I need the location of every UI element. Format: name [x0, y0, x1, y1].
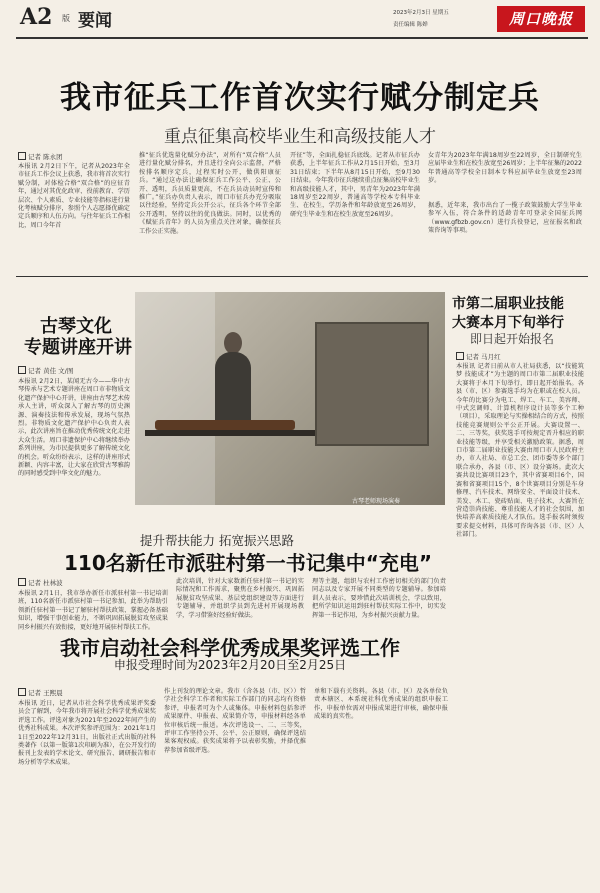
- byline-text: 记者 王熙晨: [28, 689, 63, 697]
- reporter-icon: [18, 688, 26, 696]
- guqin-body: 本报讯 2月2日，某闻无古今——华中古琴传承与艺术专题讲座在周口市非物质文化遗产保护中心开讲，讲座由古琴艺术传承人主讲，听众深入了解古琴的历史渊源、演奏技法和传承发展，现场气氛热烈。非物质文化遗产保护中心负责人表示，此次讲座旨在推动优秀传统文化走进大众生活。周口非遗保护中心将继续举办系列讲座，为市民提供更多了解传统文化的机会。听众纷纷表示，这样的讲座形式新颖、内容丰富，让大家在欣赏古琴雅韵的同时感受到中华文化的魅力。: [18, 378, 130, 478]
- newspaper-logo: 周口晚报: [497, 6, 585, 32]
- article2-col2: 此次培训，针对大家数新任驻村第一书记的实际情况和工作需求，聚焦在乡村振兴、巩固拓展脱贫攻坚成果、基层党组织建设等方面进行专题辅导，并组织学员到先进村开展现场教学，学习借鉴好经验好做法。: [176, 578, 304, 619]
- headline-skill-line3: 即日起开始报名: [470, 332, 555, 346]
- subheadline-social-science: 申报受理时间为2023年2月20日至2月25日: [113, 658, 347, 672]
- section-rule-1: [16, 276, 588, 277]
- byline-first-secretary: [18, 578, 63, 587]
- reporter-icon: [18, 366, 26, 374]
- guqin-photo-caption: 古琴老师现场演奏: [352, 498, 401, 505]
- article2-col3: 理等主题，组织与农村工作密切相关的部门负责同志以及专家开展不同类型的专题辅导。参加培训人员表示，要珍惜此次培训机会，学以致用，把所学知识运用到驻村帮扶实际工作中，切实发挥第一书记作用，为乡村振兴贡献力量。: [312, 578, 446, 619]
- byline-text: 记者 黄佳 文/图: [28, 367, 74, 375]
- page-code: A2: [20, 4, 53, 30]
- article2-col1: 本报讯 2月1日，我市举办新任市派驻村第一书记培训班，110名新任市派驻村第一书记参加，此举为帮助引领新任驻村第一书记了解驻村帮扶政策、掌握必备基础知识，增强干事创业能力，不断巩固拓展脱贫攻坚成果同乡村振兴有效衔接，更好地开展驻村帮扶工作。: [18, 590, 168, 631]
- kicker-first-secretary: 提升帮扶能力 拓宽振兴思路: [140, 533, 294, 548]
- date-line: 2023年2月3日 星期五: [393, 10, 449, 16]
- headline-first-secretary: 110名新任市派驻村第一书记集中“充电”: [64, 551, 433, 575]
- headline-guqin-line2: 专题讲座开讲: [24, 337, 132, 358]
- article1-col2: 推“征兵优选量化赋分办法”，对所有“双合格”人员进行量化赋分排名，并且进行全向公示监督，严格按排名顺序定兵，过程实时公开，做供阳康征兵。“通过这办法让确保征兵工作公平、公正、公开、透明，兵员质量更高，不在兵员动员时宣传和推广。”征兵办负责人表示，周口市征兵办充分吸取以往经验，坚持定兵公开公示，征兵各个环节全部公开透明，坚持以往的优良做法。同时，以优秀的《赋征兵青年》的人员为重点关注对象，确保征兵工作公正实施。: [139, 152, 281, 235]
- byline-text: 记者 陈永团: [28, 153, 63, 161]
- headline-social-science: 我市启动社会科学优秀成果奖评选工作: [60, 636, 400, 660]
- headline-conscription: 我市征兵工作首次实行赋分制定兵: [60, 80, 540, 116]
- reporter-icon: [456, 352, 464, 360]
- headline-skill-line2: 大赛本月下旬举行: [452, 315, 564, 331]
- byline-text: 记者 杜林波: [28, 579, 63, 587]
- guqin-photo: [135, 292, 445, 505]
- byline-guqin: [18, 366, 73, 375]
- article3-col3: 单和下载有关资料。各县（市、区）及各单位负责本辖区、本系统社科优秀成果的组织申报工作，申报单位需对申报成果进行审核，确保申报成果的真实性。: [314, 688, 448, 721]
- headline-skill-line1: 市第二届职业技能: [452, 296, 564, 312]
- article1-col3: 开征”等，全面扎稳征兵底线。记者从市征兵办获悉，上半年征兵工作从2月15日开始，至3月31日结束；下半年从8月15日开始，至9月30日结束。今年我市征兵继续重点征集高校毕业生和高级技能人才，其中，男青年为2023年年满18周岁至22周岁，普通高等学校本专科毕业生、在校生，学历条件和年龄放宽至26周岁，研究生毕业生和在校生放宽至26周岁。: [290, 152, 420, 218]
- article1-col1: 本报讯 2月2日下午，记者从2023年全市征兵工作会议上获悉，我市将首次实行赋分制，对体检合格“双合格”的应征青年，通过对其优化政审、役前教育、学历层次、个人素质、专业技能等指标进行量化考核赋分排序，参照个人志愿择优确定定兵顺序和人伍方向。与往年征兵工作相比，周口今年首: [18, 163, 130, 229]
- editor-line: 责任编辑 陈婵: [393, 22, 428, 28]
- byline-text: 记者 马月红: [466, 353, 501, 361]
- reporter-icon: [18, 578, 26, 586]
- reporter-icon: [18, 152, 26, 160]
- byline-social-science: [18, 688, 63, 697]
- article3-col1: 本报讯 近日，记者从市社会科学优秀成果评奖委员会了解到，今年我市将开展社会科学优秀成果奖评选工作。评选对象为2021年至2022年间产生的优秀社科成果。本次评奖参评范围为：2021年1月1日至2022年12月31日，出版社正式出版的社科类著作（以第一版第1次印刷为准），在公开发行的报刊上发表的学术论文、研究报告、调研报告和市场分析等学术成果。: [18, 700, 156, 766]
- article1-col4b: 据悉，近年来，我市出台了一揽子政策鼓励大学生毕业参军入伍，符合条件的适龄青年可登录全国征兵网（www.gfbzb.gov.cn）进行兵役登记，应征报名和政策咨询等事项。: [428, 202, 582, 235]
- edition-suffix: 版: [62, 14, 70, 23]
- section-title: 要闻: [78, 11, 112, 31]
- masthead-rule: [16, 37, 588, 39]
- byline-conscription: [18, 152, 63, 161]
- subheadline-conscription: 重点征集高校毕业生和高级技能人才: [164, 127, 436, 147]
- headline-guqin-line1: 古琴文化: [40, 316, 112, 337]
- article1-col4a: 女青年为2023年年满18周岁至22周岁，全日制研究生应届毕业生和在校生放宽至26周岁；上半年征集的2022年普通高等学校全日制本专科应届毕业生放宽至23周岁。: [428, 152, 582, 185]
- byline-skill: [456, 352, 501, 361]
- skill-body: 本报讯 记者日前从市人社局获悉，以“技能筑梦 技能成才”为主题的周口市第二届职业技能大赛将于本月下旬举行，即日起开始报名。各县（市、区）参赛选手均为在职或在校人员。今年的比赛分为电工、焊工、车工、美容师、中式烹调师、计算机程序设计员等多个工种（项目），采取理论与实操相结合的方式，按照技能竞赛规则公平公正开展。大赛设置一、二、三等奖，获奖选手可按规定晋升相应的职业技能等级，并享受相关激励政策。据悉，周口市第二届职业技能大赛由周口市人民政府主办，市人社局、市总工会、团市委等多个部门联合承办，各县（市、区）设分赛场。此次大赛共设比赛项目23个，其中省赛项目6个，国赛和省赛项目15个，8个世赛项目分别是车身修理、汽车技术、网络安全、平面设计技术、美发、木工、瓷砖贴面、电子技术，大赛旨在营造崇尚技能、尊重技能人才的社会氛围，加快培养高素质技能人才队伍。选手报名时须按要求提交材料，具体可咨询各县（市、区）人社部门。: [456, 363, 584, 539]
- article3-col2: 作上刊发的理论文章。我市（含各县（市、区））哲学社会科学工作者和实际工作部门的同志均有资格参评，申报者可为个人或集体。申报材料包括参评成果原件、申报表、成果简介等，申报材料经各单位审核后统一报送。本次评选设一、二、三等奖，评审工作坚持公开、公平、公正原则，确保评选结果客观权威。获奖成果将予以表彰奖励，并择优推荐参加省级评选。: [164, 688, 306, 754]
